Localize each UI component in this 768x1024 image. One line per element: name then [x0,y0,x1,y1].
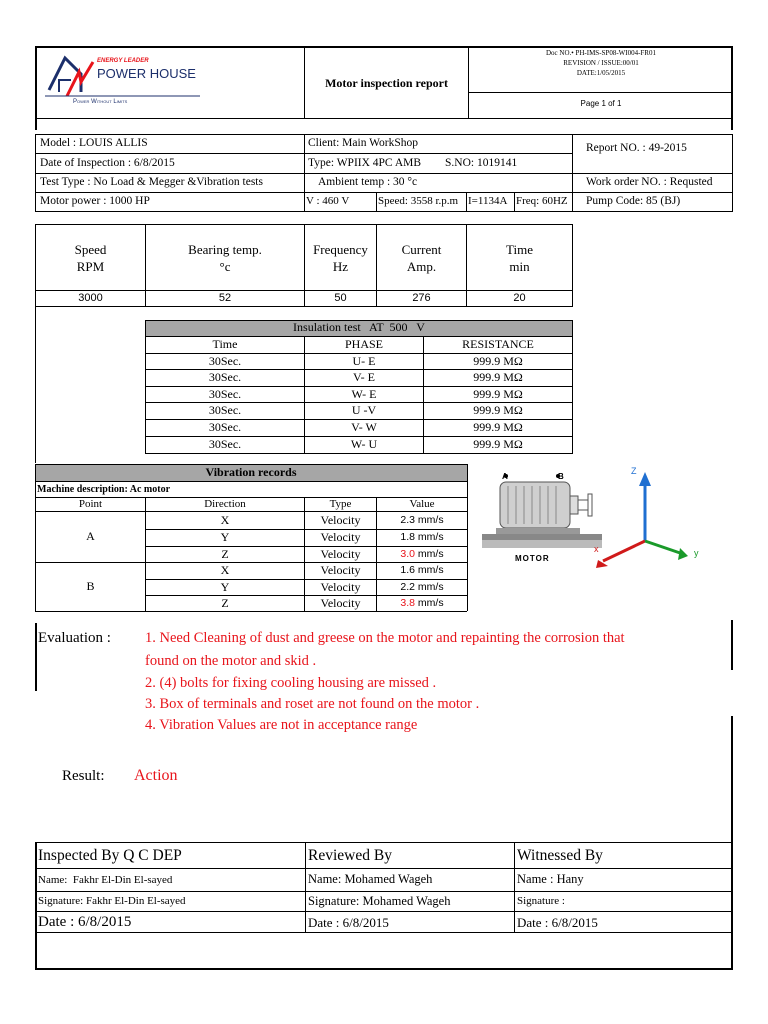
vibration-col-value: Value [409,498,435,510]
vibration-col-type: Type [329,498,352,510]
vibration-value-out-of-range: 3.0 [400,548,416,560]
result-label: Result: [62,768,105,784]
inspection-signoff-date: Date : 6/8/2015 [38,914,132,930]
evaluation-item-1-continued: found on the motor and skid . [145,653,317,669]
axis-z-label: Z [631,466,637,476]
reviewer-name: Name: Mohamed Wageh [308,872,433,886]
evaluation-item-3: 3. Box of terminals and roset are not found on the motor . [145,696,480,712]
point-a-label: A [86,529,95,543]
vibration-title: Vibration records [205,465,297,479]
frequency-field: Freq: 60HZ [516,195,568,207]
inspector-signature: Signature: Fakhr El-Din El-sayed [38,895,186,907]
witness-signoff-date: Date : 6/8/2015 [517,915,598,930]
logo-slogan: Power Without Limits [73,99,128,105]
logo-name: POWER HOUSE [97,66,196,81]
logo-tagline: ENERGY LEADER [97,58,149,64]
motor-power-field: Motor power : 1000 HP [40,195,150,207]
current-field: I=1134A [468,195,508,207]
inspected-by-heading: Inspected By Q C DEP [38,847,182,864]
value-frequency: 50 [334,292,347,304]
motor-diagram [478,466,728,576]
vibration-col-point: Point [78,498,103,510]
inspector-name: Name: Fakhr El-Din El-sayed [38,874,173,886]
axis-icon [596,472,688,568]
evaluation-label: Evaluation : [38,630,111,646]
company-logo [45,52,205,110]
model-field: Model : LOUIS ALLIS [40,137,148,149]
value-current: 276 [412,292,431,304]
machine-description: Machine description: Ac motor [37,484,171,495]
axis-y-label: y [694,548,699,558]
voltage-field: V : 460 V [306,195,350,207]
evaluation-item-2: 2. (4) bolts for fixing cooling housing are missed . [145,675,437,691]
motor-point-a: A [502,472,508,481]
axis-x-label: x [594,544,599,554]
page-number: Page 1 of 1 [580,99,622,108]
insulation-col-resistance: RESISTANCE [462,337,534,351]
witness-name: Name : Hany [517,872,584,886]
work-order-field: Work order NO. : Requsted [586,176,713,188]
witnessed-by-heading: Witnessed By [517,847,603,864]
value-speed: 3000 [78,292,103,304]
insulation-col-time: Time [212,337,238,351]
type-field: Type: WPIIX 4PC AMB [308,157,422,169]
doc-date: DATE:1/05/2015 [576,69,626,77]
inspection-date-field: Date of Inspection : 6/8/2015 [40,157,175,169]
vibration-col-direction: Direction [204,498,246,510]
vibration-value: 2.2 [400,581,416,593]
ambient-temp-field: Ambient temp : 30 °c [318,176,418,188]
test-type-field: Test Type : No Load & Megger &Vibration tests [40,176,263,188]
reviewed-by-heading: Reviewed By [308,847,392,864]
reviewer-signature: Signature: Mohamed Wageh [308,894,451,908]
motor-point-b: B [558,472,564,481]
evaluation-item-1: 1. Need Cleaning of dust and greese on the motor and repainting the corrosion that [145,630,625,646]
insulation-title: Insulation test AT 500 V [293,320,425,334]
insulation-col-phase: PHASE [344,337,383,351]
point-b-label: B [86,579,95,593]
doc-number: Doc NO.• PH-IMS-SP08-WI004-FR01 [546,49,656,57]
value-time: 20 [513,292,526,304]
result-value: Action [134,767,178,784]
value-bearing-temp: 52 [218,292,232,304]
vibration-value: 1.8 [400,531,416,543]
doc-revision: REVISION / ISSUE:00/01 [563,59,639,67]
vibration-value: 2.3 [400,514,416,526]
review-signoff-date: Date : 6/8/2015 [308,915,389,930]
report-title: Motor inspection report [325,76,448,90]
pump-code-field: Pump Code: 85 (BJ) [586,195,681,207]
speed-field: Speed: 3558 r.p.m [378,195,459,207]
vibration-value: 1.6 [400,564,416,576]
witness-signature: Signature : [517,895,565,907]
serial-number-field: S.NO: 1019141 [445,157,518,169]
evaluation-item-4: 4. Vibration Values are not in acceptance range [145,717,418,733]
vibration-value-out-of-range: 3.8 [400,597,416,609]
report-number-field: Report NO. : 49-2015 [586,142,687,154]
client-field: Client: Main WorkShop [308,137,419,149]
motor-label: MOTOR [515,554,550,563]
